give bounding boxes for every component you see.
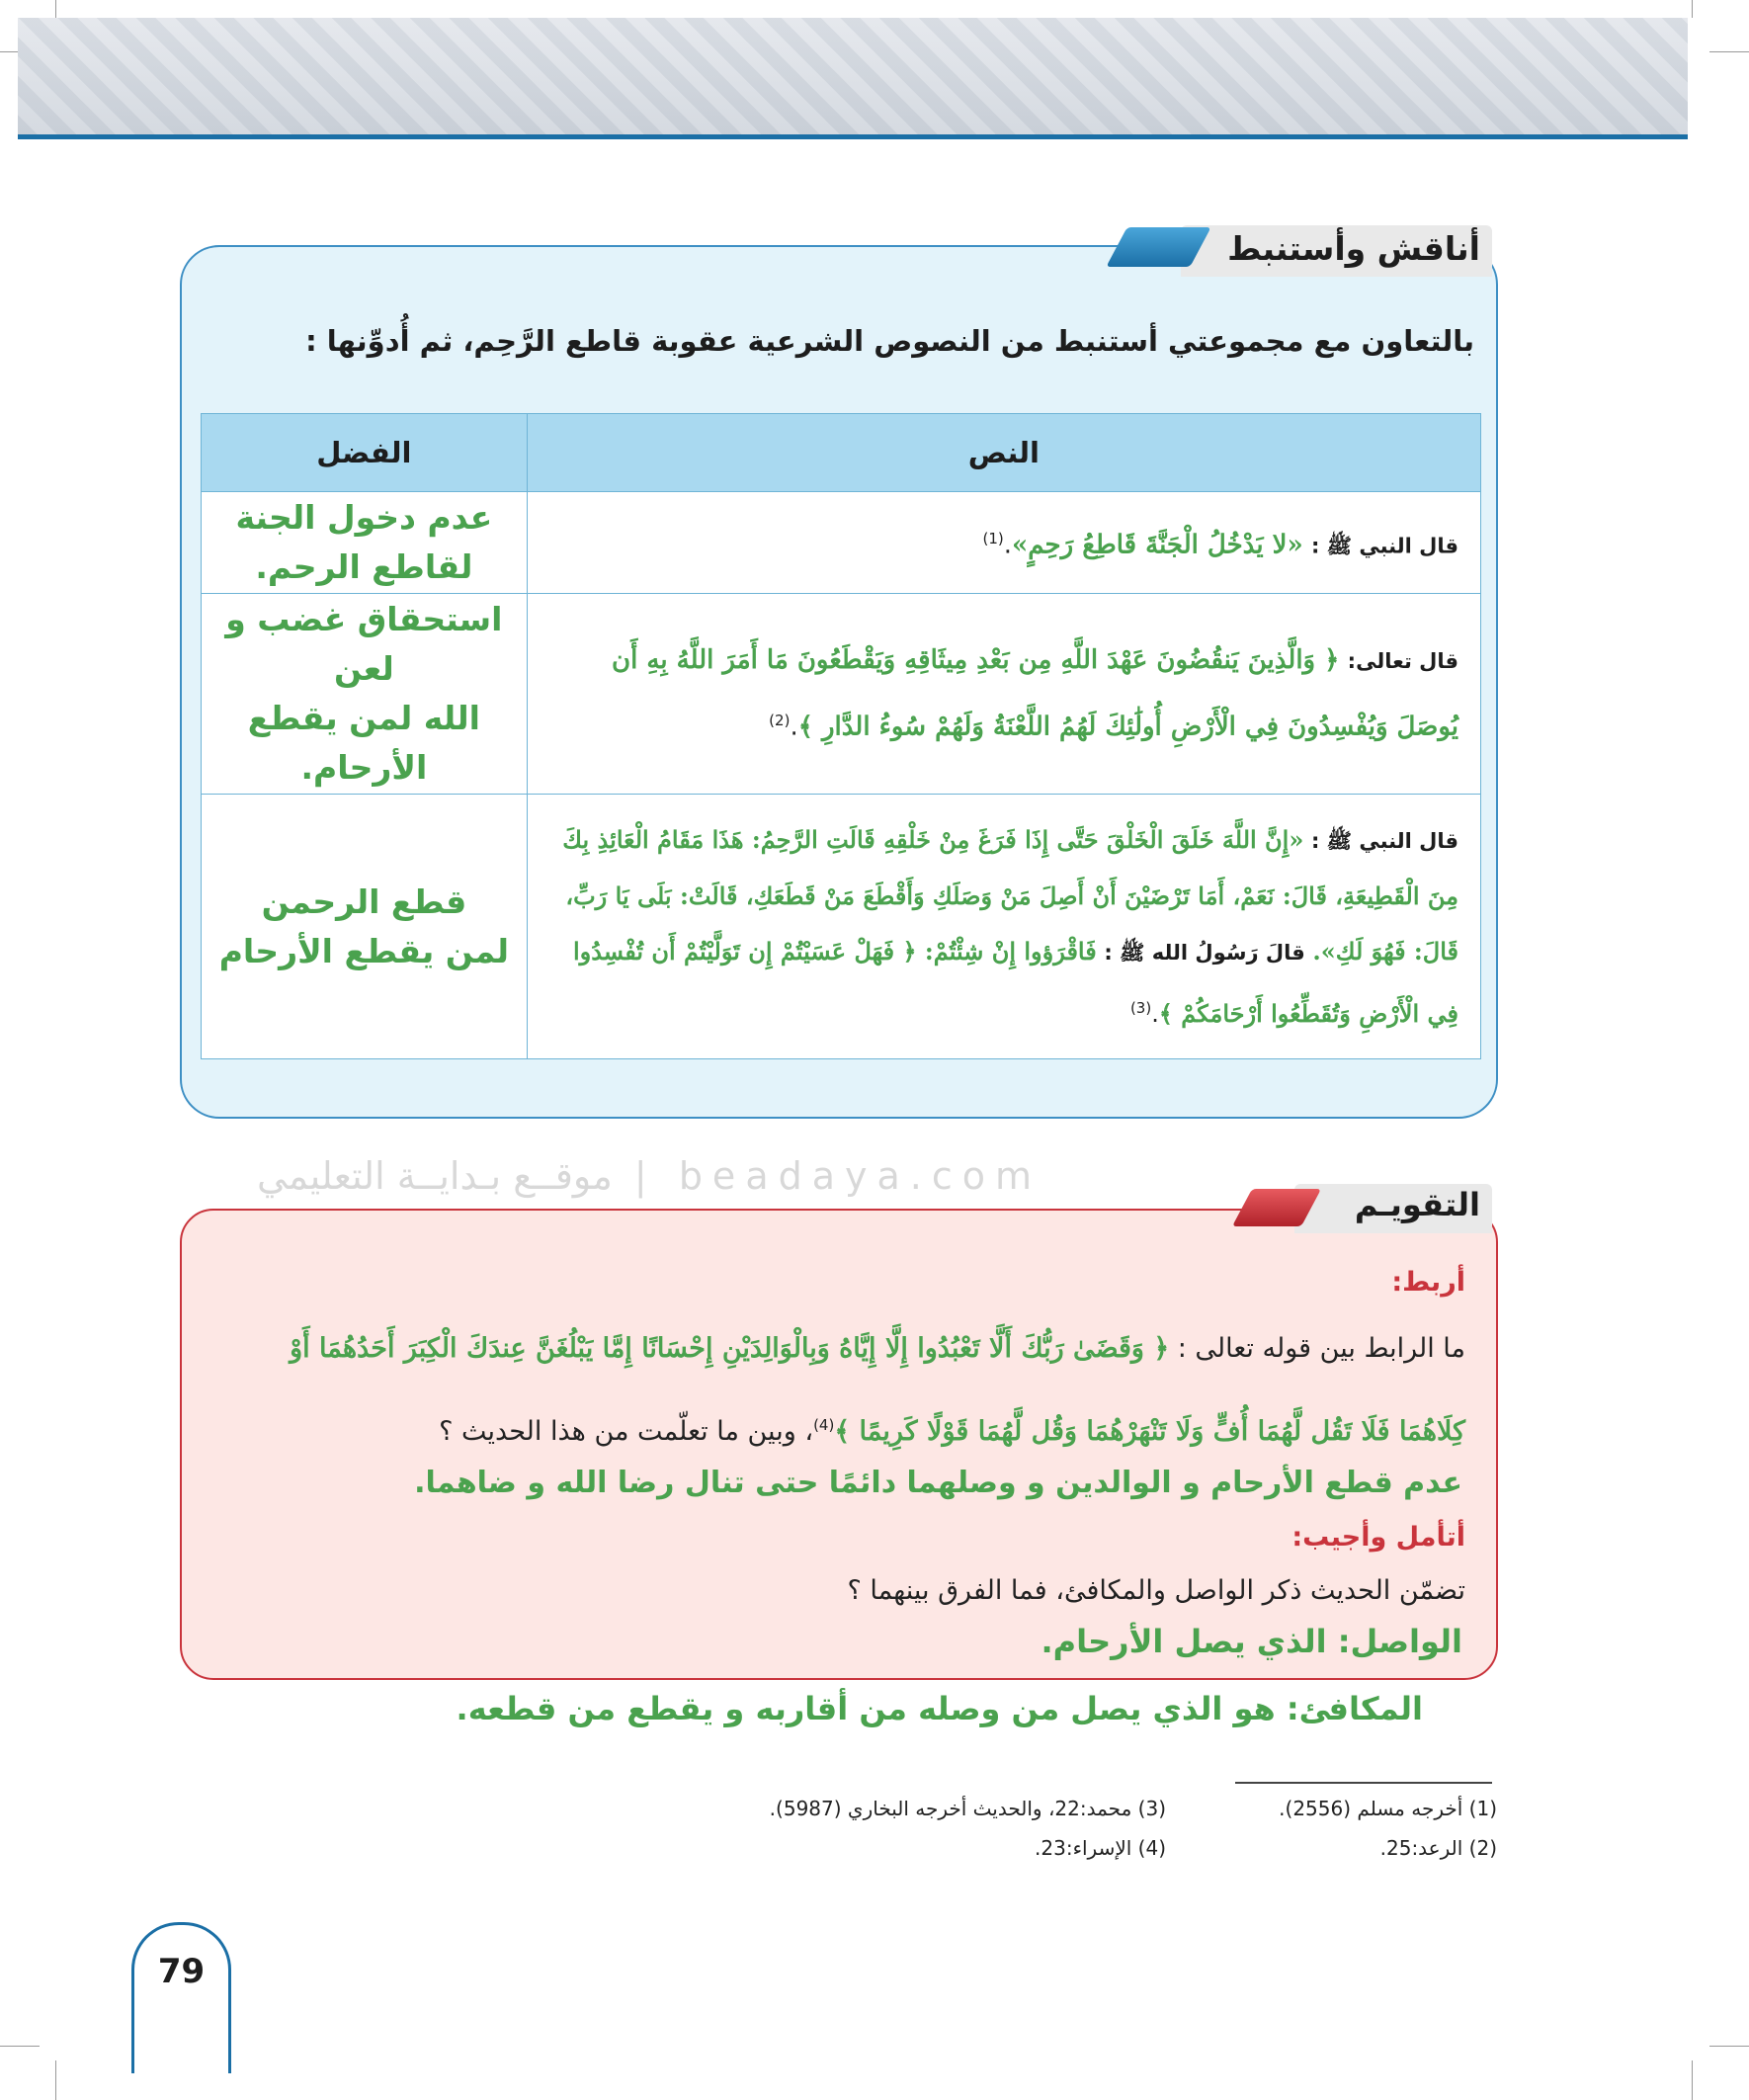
footnote-2: (2) الرعد:25. <box>1379 1836 1497 1860</box>
header-virtue: الفضل <box>202 414 528 492</box>
footnote-ref: (4) <box>813 1416 835 1434</box>
texts-table <box>201 413 1481 1059</box>
virtue-line: لقاطع الرحم. <box>255 547 473 586</box>
footnote-ref: (2) <box>769 712 791 730</box>
crop-mark <box>1692 0 1693 18</box>
footnote-1: (1) أخرجه مسلم (2556). <box>1279 1797 1497 1820</box>
link-quote-2: كِلَاهُمَا فَلَا تَقُل لَّهُمَا أُفٍّ وَلَا تَنْهَرْهُمَا وَقُل لَّهُمَا قَوْلًا كَرِيمًا ﴾ <box>834 1416 1465 1447</box>
footnote-rule <box>1235 1782 1492 1784</box>
virtue-cell <box>202 594 528 795</box>
text-intro: قال النبي ﷺ : <box>1310 534 1458 558</box>
header-text: النص <box>527 414 1480 492</box>
table-row <box>202 492 1481 594</box>
crop-mark <box>1709 2046 1749 2047</box>
crop-mark <box>1709 51 1749 52</box>
crop-mark <box>0 2046 40 2047</box>
text-intro: قال النبي ﷺ : <box>1310 828 1458 853</box>
link-question-line-2 <box>439 1405 1465 1452</box>
virtue-line: عدم دخول الجنة <box>235 498 493 537</box>
quran-quote: ﴿ وَالَّذِينَ يَنقُضُونَ عَهْدَ اللَّهِ مِن بَعْدِ مِيثَاقِهِ وَيَقْطَعُونَ مَا أَمَرَ اللَّهُ بِهِ أَن يُوصَلَ وَيُفْسِدُونَ فِي الْأَرْضِ أُولَٰئِكَ لَهُمُ اللَّعْنَةُ وَلَهُمْ سُوءُ الدَّارِ ﴾ <box>612 645 1458 742</box>
discussion-instruction: بالتعاون مع مجموعتي أستنبط من النصوص الشرعية عقوبة قاطع الرَّحِم، ثم أُدوِّنها : <box>305 324 1474 358</box>
virtue-cell <box>202 492 528 594</box>
reflect-answer-1: الواصل: الذي يصل الأرحام. <box>1041 1623 1462 1660</box>
quran-quote: فَاقْرَؤوا إِنْ شِئْتُمْ: ﴿ فَهَلْ عَسَيْتُمْ إِن تَوَلَّيْتُمْ أَن تُفْسِدُوا فِي الْأَرْضِ وَتُقَطِّعُوا أَرْحَامَكُمْ ﴾ <box>572 936 1458 1028</box>
crop-mark <box>1692 2060 1693 2100</box>
text-intro-2: قالَ رَسُولُ الله ﷺ : <box>1104 940 1305 965</box>
crop-mark <box>55 2060 56 2100</box>
decorative-header-pattern <box>18 18 1688 134</box>
link-heading: أربط: <box>1391 1267 1465 1298</box>
link-quote-1: ﴿ وَقَضَىٰ رَبُّكَ أَلَّا تَعْبُدُوا إِلَّا إِيَّاهُ وَبِالْوَالِدَيْنِ إِحْسَانًا إِمَّا يَبْلُغَنَّ عِندَكَ الْكِبَرَ أَحَدُهُمَا أَوْ <box>290 1333 1170 1364</box>
virtue-line: لمن يقطع الأرحام <box>218 931 509 970</box>
reflect-heading: أتأمل وأجيب: <box>1291 1522 1465 1553</box>
hadith-quote: «إِنَّ اللَّهَ خَلَقَ الْخَلْقَ حَتَّى إِذَا فَرَغَ مِنْ خَلْقِهِ قَالَتِ الرَّحِمُ: هَذَا مَقَامُ الْعَائِذِ بِكَ مِنَ الْقَطِيعَةِ، قَالَ: نَعَمْ، أَمَا تَرْضَيْنَ أَنْ أَصِلَ مَنْ وَصَلَكِ وَأَقْطَعَ مَنْ قَطَعَكِ، قَالَتْ: بَلَى يَا رَبِّ، قَالَ: فَهُوَ لَكِ». <box>562 824 1458 966</box>
evaluation-title: التقويـم <box>1354 1186 1480 1223</box>
link-answer: عدم قطع الأرحام و الوالدين و وصلهما دائمًا حتى تنال رضا الله و ضاهما. <box>414 1466 1462 1500</box>
link-question-line-1 <box>290 1329 1465 1369</box>
text-cell: قال تعالى: ﴿ وَالَّذِينَ يَنقُضُونَ عَهْدَ اللَّهِ مِن بَعْدِ مِيثَاقِهِ وَيَقْطَعُونَ مَا أَمَرَ اللَّهُ بِهِ أَن يُوصَلَ وَيُفْسِدُونَ فِي الْأَرْضِ أُولَٰئِكَ لَهُمُ اللَّعْنَةُ وَلَهُمْ سُوءُ الدَّارِ ﴾.$^{(2)}$ <box>527 594 1480 795</box>
crop-mark <box>55 0 56 18</box>
table-row <box>202 795 1481 1059</box>
site-watermark: beadaya.com | موقــع بـدايــة التعليمي <box>257 1154 1042 1198</box>
footnote-ref: (1) <box>982 530 1004 548</box>
discussion-title: أناقش وأستنبط <box>1227 229 1480 268</box>
link-question-intro: ما الرابط بين قوله تعالى : <box>1177 1333 1465 1364</box>
virtue-cell <box>202 795 528 1059</box>
footnote-3: (3) محمد:22، والحديث أخرجه البخاري (5987). <box>769 1797 1166 1820</box>
reflect-question: تضمّن الحديث ذكر الواصل والمكافئ، فما الفرق بينهما ؟ <box>847 1575 1465 1606</box>
hadith-quote: «لا يَدْخُلُ الْجَنَّةَ قَاطِعُ رَحِمٍ» <box>1011 530 1303 560</box>
page-number: 79 <box>157 1952 206 1991</box>
text-intro: قال تعالى: <box>1347 649 1458 674</box>
footnote-ref: (3) <box>1129 998 1152 1017</box>
table-row <box>202 594 1481 795</box>
virtue-line: استحقاق غضب و لعن <box>225 600 503 688</box>
link-question-end: ، وبين ما تعلّمت من هذا الحديث ؟ <box>439 1416 814 1447</box>
table-header-row <box>202 414 1481 492</box>
page-number-tab <box>131 1922 231 2073</box>
text-cell: قال النبي ﷺ : «لا يَدْخُلُ الْجَنَّةَ قَاطِعُ رَحِمٍ».$^{(1)}$ <box>527 492 1480 594</box>
virtue-line: الله لمن يقطع الأرحام. <box>247 699 480 787</box>
text-cell: قال النبي ﷺ : «إِنَّ اللَّهَ خَلَقَ الْخَلْقَ حَتَّى إِذَا فَرَغَ مِنْ خَلْقِهِ قَالَتِ الرَّحِمُ: هَذَا مَقَامُ الْعَائِذِ بِكَ مِنَ الْقَطِيعَةِ، قَالَ: نَعَمْ، أَمَا تَرْضَيْنَ أَنْ أَصِلَ مَنْ وَصَلَكِ وَأَقْطَعَ مَنْ قَطَعَكِ، قَالَتْ: بَلَى يَا رَبِّ، قَالَ: فَهُوَ لَكِ». قالَ رَسُولُ الله ﷺ : فَاقْرَؤوا إِنْ شِئْتُمْ: ﴿ فَهَلْ عَسَيْتُمْ إِن تَوَلَّيْتُمْ أَن تُفْسِدُوا فِي الْأَرْضِ وَتُقَطِّعُوا أَرْحَامَكُمْ ﴾.$^{(3)}$ <box>527 795 1480 1059</box>
reflect-answer-2: المكافئ: هو الذي يصل من وصله من أقاربه و يقطع من قطعه. <box>456 1690 1423 1727</box>
virtue-line: قطع الرحمن <box>261 882 467 921</box>
footnote-4: (4) الإسراء:23. <box>1035 1836 1166 1860</box>
header-divider <box>18 134 1688 139</box>
